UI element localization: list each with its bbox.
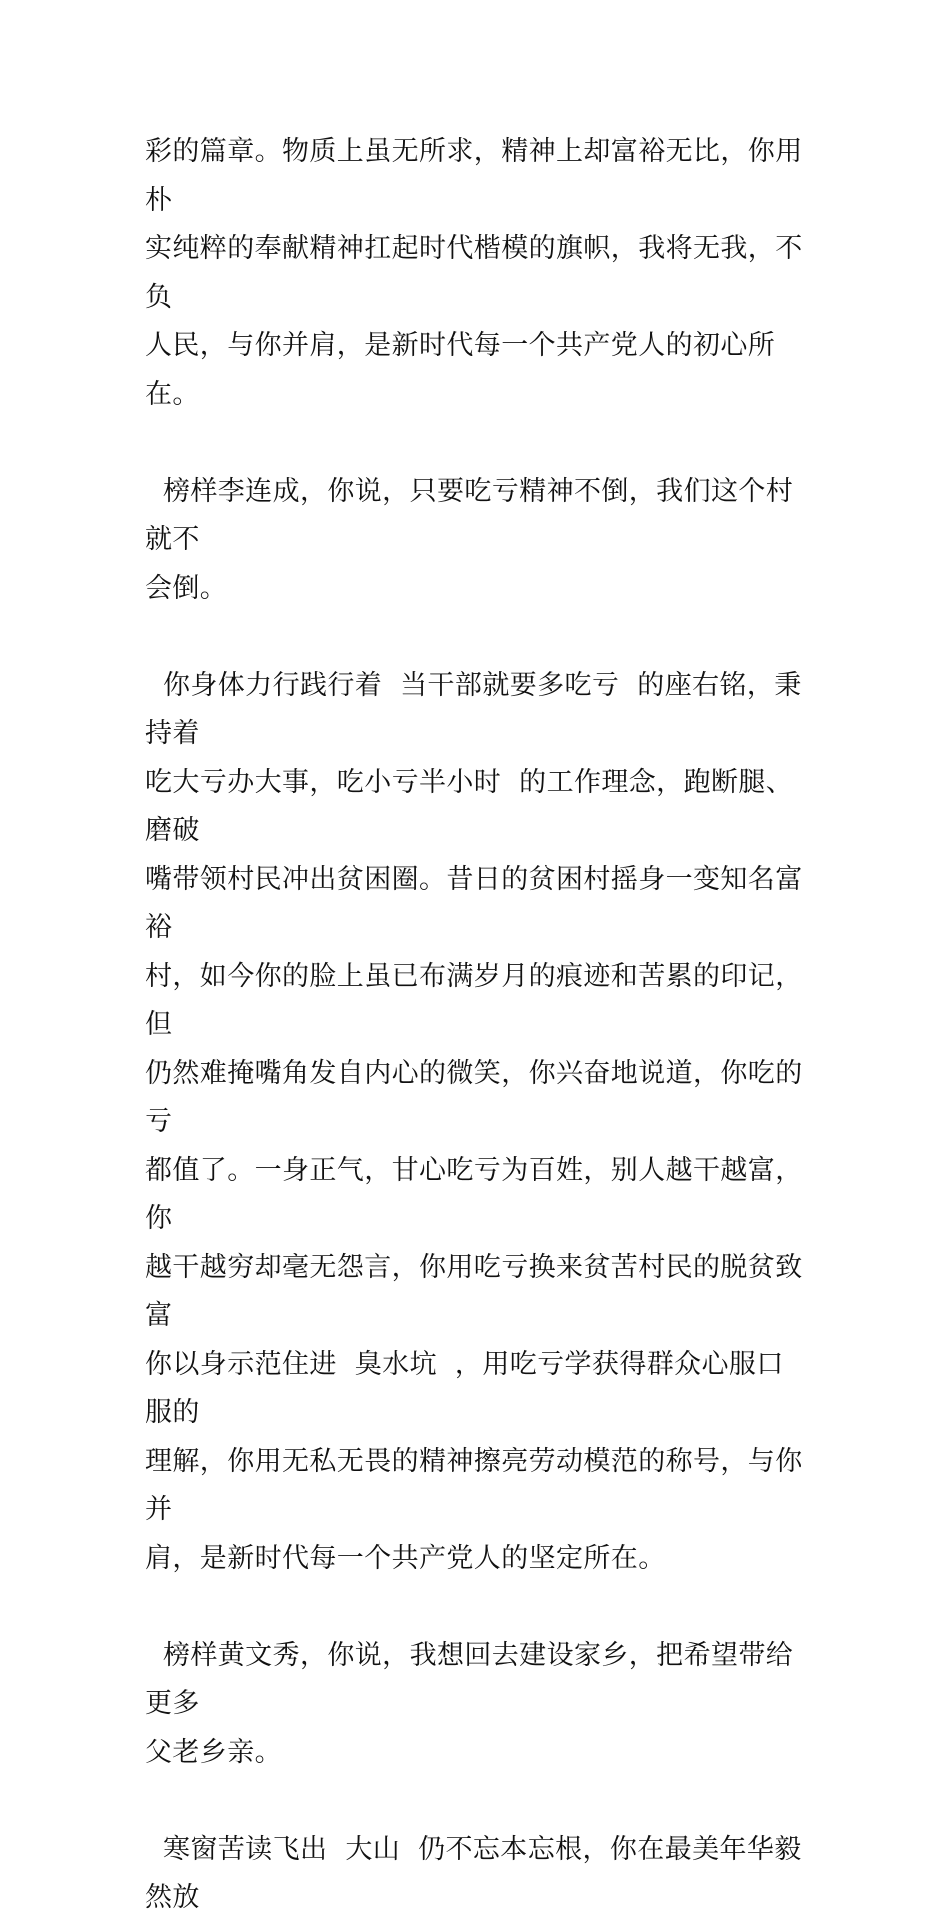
- paragraph-2: [145, 468, 810, 614]
- paragraph-5: [145, 1826, 810, 1923]
- paragraph-spacer: [145, 613, 810, 662]
- paragraph-1: [145, 128, 810, 419]
- text-line: 吃大亏办大事，吃小亏半小时 的工作理念，跑断腿、磨破: [145, 766, 794, 846]
- paragraph-spacer: [145, 419, 810, 468]
- text-line: 仍然难掩嘴角发自内心的微笑，你兴奋地说道，你吃的亏: [145, 1057, 803, 1137]
- text-line: 都值了。一身正气，甘心吃亏为百姓，别人越干越富，你: [145, 1154, 803, 1234]
- paragraph-4: [145, 1632, 810, 1778]
- text-line: 村，如今你的脸上虽已布满岁月的痕迹和苦累的印记，但: [145, 960, 803, 1040]
- text-line: 嘴带领村民冲出贫困圈。昔日的贫困村摇身一变知名富裕: [145, 863, 803, 943]
- text-line: 你以身示范住进 臭水坑 ，用吃亏学获得群众心服口服的: [145, 1348, 784, 1428]
- text-line: 榜样李连成，你说，只要吃亏精神不倒，我们这个村就不: [145, 475, 794, 555]
- text-line: 实纯粹的奉献精神扛起时代楷模的旗帜，我将无我，不负: [145, 233, 803, 313]
- document-body: [145, 128, 810, 1923]
- text-line: 你身体力行践行着 当干部就要多吃亏 的座右铭，秉持着: [145, 669, 802, 749]
- paragraph-spacer: [145, 1583, 810, 1632]
- text-line: 越干越穷却毫无怨言，你用吃亏换来贫苦村民的脱贫致富: [145, 1251, 803, 1331]
- text-line: 肩，是新时代每一个共产党人的坚定所在。: [145, 1542, 666, 1574]
- text-line: 会倒。: [145, 572, 228, 604]
- text-line: 理解，你用无私无畏的精神擦亮劳动模范的称号，与你并: [145, 1445, 803, 1525]
- text-line: 寒窗苦读飞出 大山 仍不忘本忘根，你在最美年华毅然放: [145, 1833, 802, 1913]
- text-line: 榜样黄文秀，你说，我想回去建设家乡，把希望带给更多: [145, 1639, 794, 1719]
- paragraph-spacer: [145, 1777, 810, 1826]
- text-line: 彩的篇章。物质上虽无所求，精神上却富裕无比，你用朴: [145, 136, 803, 216]
- text-line: 人民，与你并肩，是新时代每一个共产党人的初心所在。: [145, 330, 776, 410]
- text-line: 父老乡亲。: [145, 1736, 282, 1768]
- paragraph-3: [145, 662, 810, 1584]
